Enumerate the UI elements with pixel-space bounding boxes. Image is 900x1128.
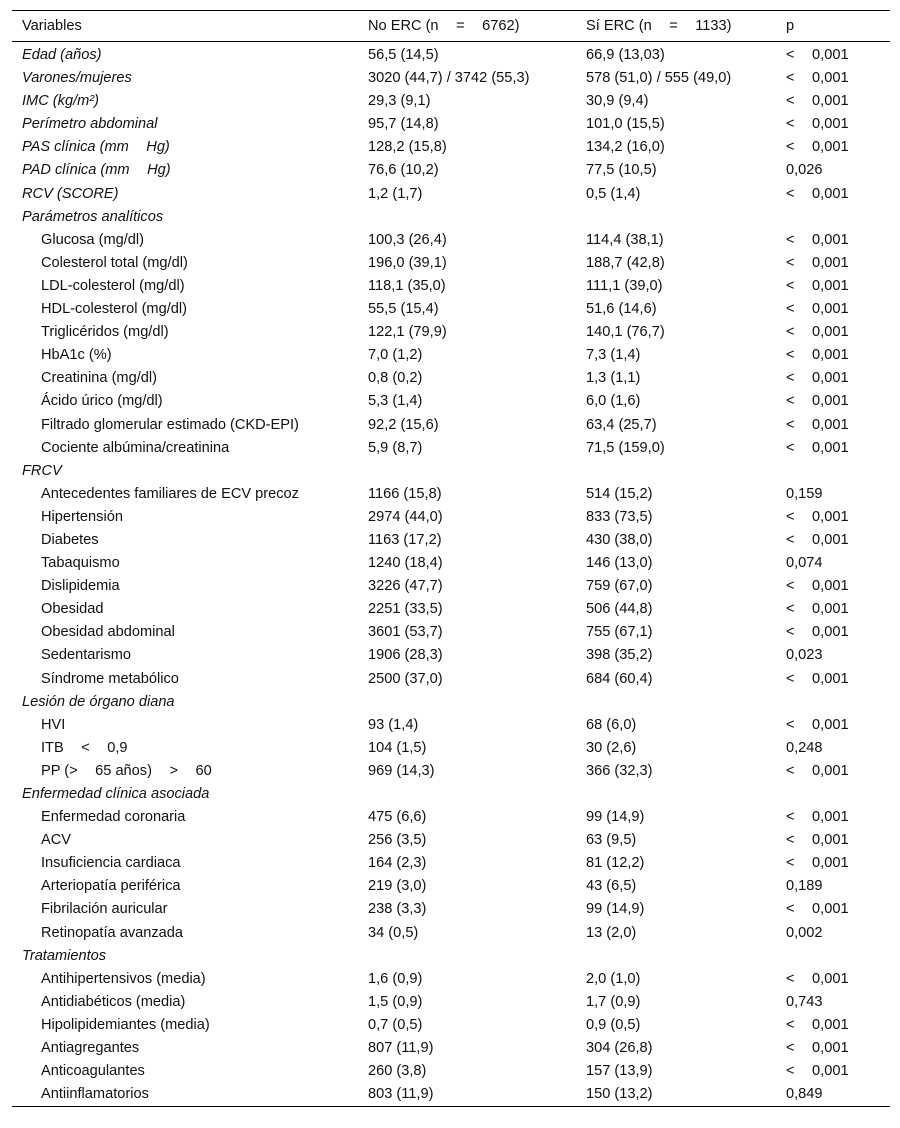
no-erc-value: 0,8 (0,2) bbox=[368, 370, 423, 387]
table-row bbox=[12, 806, 890, 829]
table-row bbox=[12, 136, 890, 159]
p-value: < 0,001 bbox=[786, 670, 849, 687]
si-erc-value bbox=[586, 460, 786, 483]
no-erc-value bbox=[368, 783, 586, 806]
p-value: < 0,001 bbox=[786, 1063, 849, 1080]
variable-label: Ácido úrico (mg/dl) bbox=[41, 393, 163, 410]
si-erc-value: 30 (2,6) bbox=[586, 739, 637, 756]
si-erc-value: 157 (13,9) bbox=[586, 1063, 653, 1080]
variable-label: Arteriopatía periférica bbox=[41, 878, 181, 895]
no-erc-value bbox=[368, 206, 586, 229]
variable-label: LDL-colesterol (mg/dl) bbox=[41, 277, 185, 294]
p-value: < 0,001 bbox=[786, 277, 849, 294]
si-erc-value: 63,4 (25,7) bbox=[586, 416, 657, 433]
p-value: 0,026 bbox=[786, 162, 823, 179]
no-erc-value: 128,2 (15,8) bbox=[368, 139, 447, 156]
no-erc-value: 3601 (53,7) bbox=[368, 624, 443, 641]
variable-label: PAS clínica (mm Hg) bbox=[22, 139, 170, 156]
no-erc-value: 7,0 (1,2) bbox=[368, 347, 423, 364]
variable-label: Anticoagulantes bbox=[41, 1063, 145, 1080]
header-row bbox=[12, 11, 890, 42]
table-row bbox=[12, 829, 890, 852]
variable-label: Obesidad bbox=[41, 601, 104, 618]
no-erc-value: 29,3 (9,1) bbox=[368, 93, 431, 110]
section-label: FRCV bbox=[22, 462, 62, 479]
variable-label: Hipertensión bbox=[41, 508, 123, 525]
variable-label: Creatinina (mg/dl) bbox=[41, 370, 157, 387]
si-erc-value: 150 (13,2) bbox=[586, 1083, 786, 1107]
variable-label: HVI bbox=[41, 716, 66, 733]
variable-label: HDL-colesterol (mg/dl) bbox=[41, 301, 187, 318]
si-erc-value: 134,2 (16,0) bbox=[586, 139, 665, 156]
si-erc-value: 114,4 (38,1) bbox=[586, 231, 664, 248]
variable-label: Enfermedad coronaria bbox=[41, 809, 186, 826]
p-value: < 0,001 bbox=[786, 1040, 849, 1057]
no-erc-value bbox=[368, 945, 586, 968]
no-erc-value: 1,6 (0,9) bbox=[368, 970, 423, 987]
variable-label: Antiagregantes bbox=[41, 1040, 140, 1057]
si-erc-value: 13 (2,0) bbox=[586, 924, 637, 941]
no-erc-value: 55,5 (15,4) bbox=[368, 301, 439, 318]
no-erc-value bbox=[368, 460, 586, 483]
no-erc-value: 260 (3,8) bbox=[368, 1063, 427, 1080]
no-erc-value: 807 (11,9) bbox=[368, 1040, 434, 1057]
table-row bbox=[12, 113, 890, 136]
si-erc-value bbox=[586, 783, 786, 806]
si-erc-value: 398 (35,2) bbox=[586, 647, 653, 664]
section-label: Tratamientos bbox=[22, 947, 107, 964]
variable-label: PAD clínica (mm Hg) bbox=[22, 162, 171, 179]
si-erc-value: 366 (32,3) bbox=[586, 762, 653, 779]
header-si-erc: Sí ERC (n = 1133) bbox=[586, 11, 786, 42]
no-erc-value: 1163 (17,2) bbox=[368, 531, 442, 548]
variable-label: Colesterol total (mg/dl) bbox=[41, 254, 188, 271]
section-header-row bbox=[12, 691, 890, 714]
no-erc-value: 256 (3,5) bbox=[368, 832, 427, 849]
p-value: < 0,001 bbox=[786, 855, 849, 872]
p-value: 0,023 bbox=[786, 647, 823, 664]
no-erc-value: 122,1 (79,9) bbox=[368, 324, 447, 341]
header-variables: Variables bbox=[12, 11, 368, 42]
table-row bbox=[12, 367, 890, 390]
p-value: < 0,001 bbox=[786, 716, 849, 733]
variable-label: ITB < 0,9 bbox=[41, 739, 128, 756]
variable-label: Hipolipidemiantes (media) bbox=[41, 1016, 210, 1033]
si-erc-value: 146 (13,0) bbox=[586, 555, 653, 572]
p-value: < 0,001 bbox=[786, 762, 849, 779]
header-no-erc: No ERC (n = 6762) bbox=[368, 11, 586, 42]
si-erc-value: 506 (44,8) bbox=[586, 601, 653, 618]
si-erc-value: 66,9 (13,03) bbox=[586, 47, 665, 63]
table-row bbox=[12, 390, 890, 413]
p-value: < 0,001 bbox=[786, 393, 849, 410]
si-erc-value: 578 (51,0) / 555 (49,0) bbox=[586, 70, 732, 87]
variable-label: Fibrilación auricular bbox=[41, 901, 168, 918]
table-row bbox=[12, 159, 890, 182]
p-value: < 0,001 bbox=[786, 624, 849, 641]
p-value: < 0,001 bbox=[786, 370, 849, 387]
p-value: < 0,001 bbox=[786, 832, 849, 849]
no-erc-value: 76,6 (10,2) bbox=[368, 162, 439, 179]
p-value: < 0,001 bbox=[786, 324, 849, 341]
si-erc-value: 81 (12,2) bbox=[586, 855, 645, 872]
p-value: < 0,001 bbox=[786, 301, 849, 318]
p-value bbox=[786, 206, 890, 229]
table-row bbox=[12, 321, 890, 344]
si-erc-value bbox=[586, 691, 786, 714]
section-label: Lesión de órgano diana bbox=[22, 693, 175, 710]
si-erc-value: 514 (15,2) bbox=[586, 485, 653, 502]
si-erc-value: 68 (6,0) bbox=[586, 716, 637, 733]
si-erc-value: 101,0 (15,5) bbox=[586, 116, 665, 133]
p-value: 0,189 bbox=[786, 878, 823, 895]
no-erc-value: 803 (11,9) bbox=[368, 1083, 586, 1107]
no-erc-value: 56,5 (14,5) bbox=[368, 47, 439, 63]
no-erc-value: 104 (1,5) bbox=[368, 739, 427, 756]
p-value: < 0,001 bbox=[786, 901, 849, 918]
no-erc-value: 95,7 (14,8) bbox=[368, 116, 439, 133]
si-erc-value: 833 (73,5) bbox=[586, 508, 653, 525]
variable-label: Antihipertensivos (media) bbox=[41, 970, 206, 987]
si-erc-value: 99 (14,9) bbox=[586, 809, 645, 826]
section-header-row bbox=[12, 206, 890, 229]
si-erc-value: 111,1 (39,0) bbox=[586, 277, 663, 294]
table-body bbox=[12, 42, 890, 1107]
no-erc-value: 100,3 (26,4) bbox=[368, 231, 447, 248]
table-row bbox=[12, 714, 890, 737]
table-row bbox=[12, 760, 890, 783]
data-table bbox=[12, 10, 890, 1107]
si-erc-value: 51,6 (14,6) bbox=[586, 301, 657, 318]
table-header bbox=[12, 11, 890, 42]
table-row bbox=[12, 668, 890, 691]
si-erc-value: 304 (26,8) bbox=[586, 1040, 653, 1057]
no-erc-value: 969 (14,3) bbox=[368, 762, 435, 779]
p-value: < 0,001 bbox=[786, 809, 849, 826]
table-row bbox=[12, 90, 890, 113]
no-erc-value: 219 (3,0) bbox=[368, 878, 427, 895]
section-header-row bbox=[12, 783, 890, 806]
variable-label: Dislipidemia bbox=[41, 578, 120, 595]
p-value: < 0,001 bbox=[786, 231, 849, 248]
variable-label: HbA1c (%) bbox=[41, 347, 112, 364]
variable-label: Obesidad abdominal bbox=[41, 624, 175, 641]
p-value: 0,248 bbox=[786, 739, 823, 756]
p-value: < 0,001 bbox=[786, 970, 849, 987]
variable-label: RCV (SCORE) bbox=[22, 185, 119, 202]
table-row bbox=[12, 1014, 890, 1037]
si-erc-value: 1,3 (1,1) bbox=[586, 370, 641, 387]
no-erc-value: 1,2 (1,7) bbox=[368, 185, 423, 202]
section-header-row bbox=[12, 460, 890, 483]
no-erc-value: 1906 (28,3) bbox=[368, 647, 443, 664]
si-erc-value: 0,5 (1,4) bbox=[586, 185, 641, 202]
table-row bbox=[12, 437, 890, 460]
p-value: < 0,001 bbox=[786, 93, 849, 110]
table-row bbox=[12, 922, 890, 945]
table-row bbox=[12, 575, 890, 598]
p-value bbox=[786, 460, 890, 483]
variable-label: IMC (kg/m²) bbox=[22, 93, 100, 110]
table-row bbox=[12, 552, 890, 575]
p-value: < 0,001 bbox=[786, 185, 849, 202]
si-erc-value: 188,7 (42,8) bbox=[586, 254, 665, 271]
si-erc-value: 755 (67,1) bbox=[586, 624, 653, 641]
table-row bbox=[12, 621, 890, 644]
table-row bbox=[12, 875, 890, 898]
table-row bbox=[12, 414, 890, 437]
table-row bbox=[12, 506, 890, 529]
variable-label: Sedentarismo bbox=[41, 647, 132, 664]
no-erc-value: 1240 (18,4) bbox=[368, 555, 443, 572]
section-label: Enfermedad clínica asociada bbox=[22, 786, 210, 802]
si-erc-value: 2,0 (1,0) bbox=[586, 970, 641, 987]
table-row bbox=[12, 1037, 890, 1060]
no-erc-value: 3020 (44,7) / 3742 (55,3) bbox=[368, 70, 530, 87]
p-value bbox=[786, 783, 890, 806]
table-row bbox=[12, 968, 890, 991]
si-erc-value bbox=[586, 945, 786, 968]
variable-label: Insuficiencia cardiaca bbox=[41, 855, 181, 872]
section-label: Parámetros analíticos bbox=[22, 208, 164, 225]
p-value: < 0,001 bbox=[786, 508, 849, 525]
variable-label: Glucosa (mg/dl) bbox=[41, 231, 144, 248]
p-value: < 0,001 bbox=[786, 347, 849, 364]
table-row bbox=[12, 852, 890, 875]
si-erc-value: 140,1 (76,7) bbox=[586, 324, 665, 341]
table-row bbox=[12, 1083, 890, 1107]
variable-label: Antecedentes familiares de ECV precoz bbox=[41, 485, 299, 502]
variable-label: Antiinflamatorios bbox=[12, 1083, 368, 1107]
table-row bbox=[12, 644, 890, 667]
table-row bbox=[12, 229, 890, 252]
p-value: < 0,001 bbox=[786, 578, 849, 595]
si-erc-value: 1,7 (0,9) bbox=[586, 993, 641, 1010]
si-erc-value: 430 (38,0) bbox=[586, 531, 653, 548]
table-row bbox=[12, 275, 890, 298]
variable-label: Diabetes bbox=[41, 531, 99, 548]
variable-label: Síndrome metabólico bbox=[41, 670, 179, 687]
no-erc-value: 118,1 (35,0) bbox=[368, 277, 446, 294]
p-value: < 0,001 bbox=[786, 70, 849, 87]
table-row bbox=[12, 344, 890, 367]
si-erc-value: 6,0 (1,6) bbox=[586, 393, 641, 410]
variable-label: Filtrado glomerular estimado (CKD-EPI) bbox=[41, 416, 299, 433]
variable-label: Perímetro abdominal bbox=[22, 116, 158, 133]
no-erc-value: 196,0 (39,1) bbox=[368, 254, 447, 271]
table-row bbox=[12, 42, 890, 68]
table-row bbox=[12, 483, 890, 506]
table-row bbox=[12, 252, 890, 275]
si-erc-value: 759 (67,0) bbox=[586, 578, 653, 595]
variable-label: PP (> 65 años) > 60 bbox=[41, 762, 212, 779]
p-value: < 0,001 bbox=[786, 116, 849, 133]
variable-label: Cociente albúmina/creatinina bbox=[41, 439, 230, 456]
no-erc-value: 5,3 (1,4) bbox=[368, 393, 423, 410]
table-row bbox=[12, 598, 890, 621]
variable-label: Varones/mujeres bbox=[22, 70, 132, 87]
no-erc-value: 1166 (15,8) bbox=[368, 485, 442, 502]
variable-label: Triglicéridos (mg/dl) bbox=[41, 324, 169, 341]
si-erc-value: 77,5 (10,5) bbox=[586, 162, 657, 179]
table-row bbox=[12, 529, 890, 552]
si-erc-value: 0,9 (0,5) bbox=[586, 1016, 641, 1033]
no-erc-value: 0,7 (0,5) bbox=[368, 1016, 423, 1033]
table-row bbox=[12, 1060, 890, 1083]
p-value: < 0,001 bbox=[786, 531, 849, 548]
no-erc-value: 164 (2,3) bbox=[368, 855, 427, 872]
header-p: p bbox=[786, 11, 890, 42]
variable-label: Retinopatía avanzada bbox=[41, 924, 183, 941]
p-value: 0,743 bbox=[786, 993, 823, 1010]
si-erc-value: 30,9 (9,4) bbox=[586, 93, 649, 110]
p-value: < 0,001 bbox=[786, 416, 849, 433]
no-erc-value: 5,9 (8,7) bbox=[368, 439, 423, 456]
table-row bbox=[12, 298, 890, 321]
p-value bbox=[786, 691, 890, 714]
no-erc-value: 475 (6,6) bbox=[368, 809, 427, 826]
si-erc-value: 43 (6,5) bbox=[586, 878, 637, 895]
si-erc-value bbox=[586, 206, 786, 229]
no-erc-value: 92,2 (15,6) bbox=[368, 416, 439, 433]
no-erc-value bbox=[368, 691, 586, 714]
p-value bbox=[786, 945, 890, 968]
table-row bbox=[12, 183, 890, 206]
si-erc-value: 99 (14,9) bbox=[586, 901, 645, 918]
table-row bbox=[12, 991, 890, 1014]
p-value: < 0,001 bbox=[786, 439, 849, 456]
table-row bbox=[12, 737, 890, 760]
si-erc-value: 63 (9,5) bbox=[586, 832, 637, 849]
p-value: 0,002 bbox=[786, 924, 823, 941]
table-row bbox=[12, 898, 890, 921]
p-value: < 0,001 bbox=[786, 1016, 849, 1033]
no-erc-value: 2251 (33,5) bbox=[368, 601, 443, 618]
p-value: < 0,001 bbox=[786, 254, 849, 271]
no-erc-value: 34 (0,5) bbox=[368, 924, 419, 941]
p-value: 0,074 bbox=[786, 555, 823, 572]
no-erc-value: 3226 (47,7) bbox=[368, 578, 443, 595]
si-erc-value: 684 (60,4) bbox=[586, 670, 653, 687]
variable-label: Tabaquismo bbox=[41, 555, 120, 572]
p-value: 0,159 bbox=[786, 485, 823, 502]
si-erc-value: 71,5 (159,0) bbox=[586, 439, 665, 456]
p-value: 0,849 bbox=[786, 1083, 890, 1107]
si-erc-value: 7,3 (1,4) bbox=[586, 347, 641, 364]
no-erc-value: 2974 (44,0) bbox=[368, 508, 443, 525]
variable-label: Edad (años) bbox=[22, 47, 102, 63]
section-header-row bbox=[12, 945, 890, 968]
p-value: < 0,001 bbox=[786, 47, 849, 63]
no-erc-value: 2500 (37,0) bbox=[368, 670, 443, 687]
no-erc-value: 238 (3,3) bbox=[368, 901, 427, 918]
p-value: < 0,001 bbox=[786, 601, 849, 618]
p-value: < 0,001 bbox=[786, 139, 849, 156]
variable-label: Antidiabéticos (media) bbox=[41, 993, 186, 1010]
no-erc-value: 1,5 (0,9) bbox=[368, 993, 423, 1010]
no-erc-value: 93 (1,4) bbox=[368, 716, 419, 733]
variable-label: ACV bbox=[41, 832, 72, 849]
table-row bbox=[12, 67, 890, 90]
